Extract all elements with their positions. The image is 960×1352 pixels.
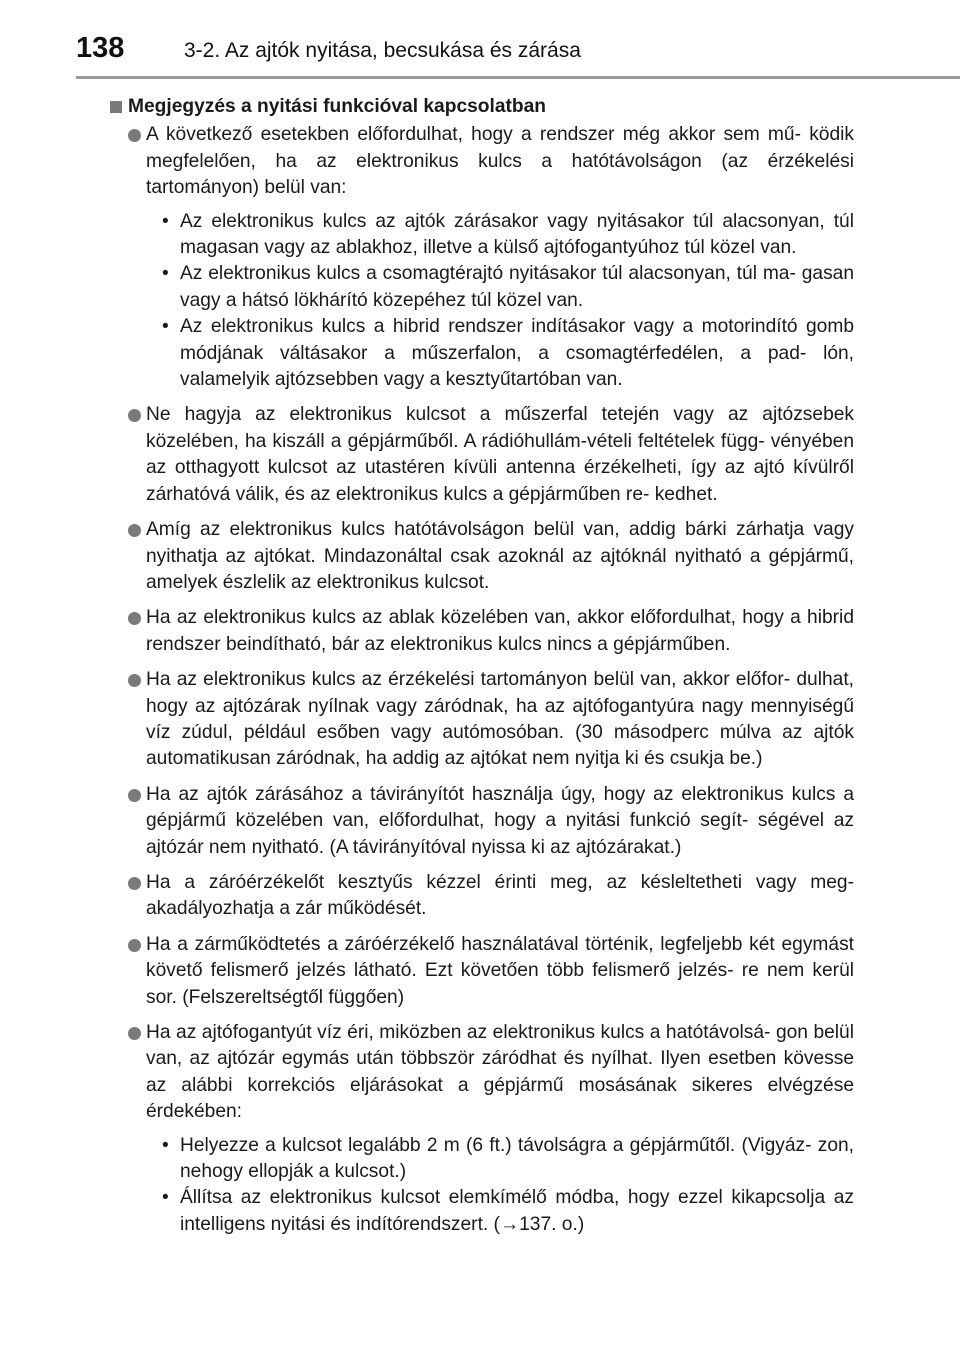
circle-bullet-icon [128, 1027, 141, 1040]
circle-bullet-icon [128, 524, 141, 537]
subheading [110, 94, 854, 120]
square-bullet-icon [110, 101, 122, 113]
sub-list-item [162, 314, 854, 393]
header-divider [76, 76, 960, 79]
note-text: Ha az ajtófogantyút víz éri, miközben az elektronikus kulcs a hatótávolsá- gon belül van, az ajtózár egymás után többször záródhat és nyílhat. Ilyen esetben kövesse az alábbi korrekciós eljárásokat a gépjármű mosásának sikeres elvégzése érdekében: [146, 1022, 854, 1123]
circle-bullet-icon [128, 877, 141, 890]
note-text: Ha az elektronikus kulcs az ablak közelében van, akkor előfordulhat, hogy a hibrid rendszer beindítható, bár az elektronikus kulcs nincs a gépjárműben. [146, 607, 854, 655]
note-text: Ha a zárműködtetés a záróérzékelő használatával történik, legfeljebb két egymást követő felismerő jelzés látható. Ezt követően több felismerő jelzés- re nem kerül sor. (Felszereltségtől függően) [146, 933, 854, 1008]
dot-bullet-icon: • [162, 263, 169, 285]
note-item [110, 122, 854, 393]
sub-text: Helyezze a kulcsot legalább 2 m (6 ft.) távolságra a gépjárműtől. (Vigyáz- zon, nehogy ellopják a kulcsot.) [180, 1134, 854, 1183]
sub-list-item [162, 1185, 854, 1238]
circle-bullet-icon [128, 939, 141, 952]
sub-text: Az elektronikus kulcs az ajtók zárásakor vagy nyitásakor túl alacsonyan, túl magasan vagy az ablakhoz, illetve a külső ajtófogantyúhoz túl közel van. [180, 210, 854, 259]
page-content [110, 94, 854, 1247]
note-item [110, 870, 854, 923]
section-title: 3-2. Az ajtók nyitása, becsukása és zárása [184, 39, 581, 62]
sub-list-item [162, 209, 854, 262]
note-text: Ha az elektronikus kulcs az érzékelési tartományon belül van, akkor előfor- dulhat, hogy az ajtózárak nyílnak vagy záródnak, ha az ajtófogantyúra nagy mennyiségű víz zúdul, például esőben vagy autómosóban. (30 másodperc múlva az ajtók automatikusan záródnak, ha addig az ajtókat nem nyitja ki és csukja be.) [146, 669, 854, 770]
page-header [0, 0, 960, 82]
note-item [110, 932, 854, 1011]
dot-bullet-icon: • [162, 210, 169, 232]
dot-bullet-icon: • [162, 1187, 169, 1209]
note-item [110, 782, 854, 861]
circle-bullet-icon [128, 409, 141, 422]
dot-bullet-icon: • [162, 316, 169, 338]
circle-bullet-icon [128, 612, 141, 625]
sub-text: Az elektronikus kulcs a csomagtérajtó nyitásakor túl alacsonyan, túl ma- gasan vagy a hátsó lökhárító közepéhez túl közel van. [180, 263, 854, 311]
note-text: Ne hagyja az elektronikus kulcsot a műszerfal tetején vagy az ajtózsebek közelében, ha kiszáll a gépjárműből. A rádióhullám-vételi feltételek függ- vényében az otthagyott kulcsot az utastéren kívüli antenna érzékelheti, így az ajtó kívülről zárhatóvá válik, és az elektronikus kulcs a gépjárműben re- kedhet. [146, 404, 854, 505]
dot-bullet-icon: • [162, 1134, 169, 1156]
note-text: Ha az ajtók zárásához a távirányítót használja úgy, hogy az elektronikus kulcs a gépjármű közelében van, előfordulhat, hogy a nyitási funkció segít- ségével az ajtózár nem nyitható. (A távirányítóval nyissa ki az ajtózárakat.) [146, 783, 854, 858]
note-text: A következő esetekben előfordulhat, hogy a rendszer még akkor sem mű- ködik megfelelően, ha az elektronikus kulcs a hatótávolságon (az érzékelési tartományon) belül van: [146, 124, 854, 199]
circle-bullet-icon [128, 789, 141, 802]
note-item [110, 517, 854, 596]
page-number: 138 [76, 32, 125, 64]
sub-text: Állítsa az elektronikus kulcsot elemkímélő módba, hogy ezzel kikapcsolja az intelligens nyitási és indítórendszert. (→137. o.) [180, 1187, 854, 1235]
sub-text: Az elektronikus kulcs a hibrid rendszer indításakor vagy a motorindító gomb módjának váltásakor a műszerfalon, a csomagtérfedélen, a pad- lón, valamelyik ajtózsebben vagy a kesztyűtartóban van. [180, 316, 854, 391]
note-item [110, 1020, 854, 1238]
note-item [110, 667, 854, 773]
sub-list [146, 1133, 854, 1239]
note-item [110, 402, 854, 508]
subheading-text: Megjegyzés a nyitási funkcióval kapcsolatban [128, 96, 547, 117]
circle-bullet-icon [128, 129, 141, 142]
sub-list [146, 209, 854, 394]
note-item [110, 605, 854, 658]
note-text: Ha a záróérzékelőt kesztyűs kézzel érinti meg, az késleltetheti vagy meg- akadályozhatja a zár működését. [146, 871, 854, 920]
note-text: Amíg az elektronikus kulcs hatótávolságon belül van, addig bárki zárhatja vagy nyithatja az ajtókat. Mindazonáltal csak azoknál az ajtóknál nyitható a gépjármű, amelyek észlelik az elektronikus kulcsot. [146, 519, 854, 593]
sub-list-item [162, 261, 854, 314]
circle-bullet-icon [128, 674, 141, 687]
sub-list-item [162, 1133, 854, 1186]
